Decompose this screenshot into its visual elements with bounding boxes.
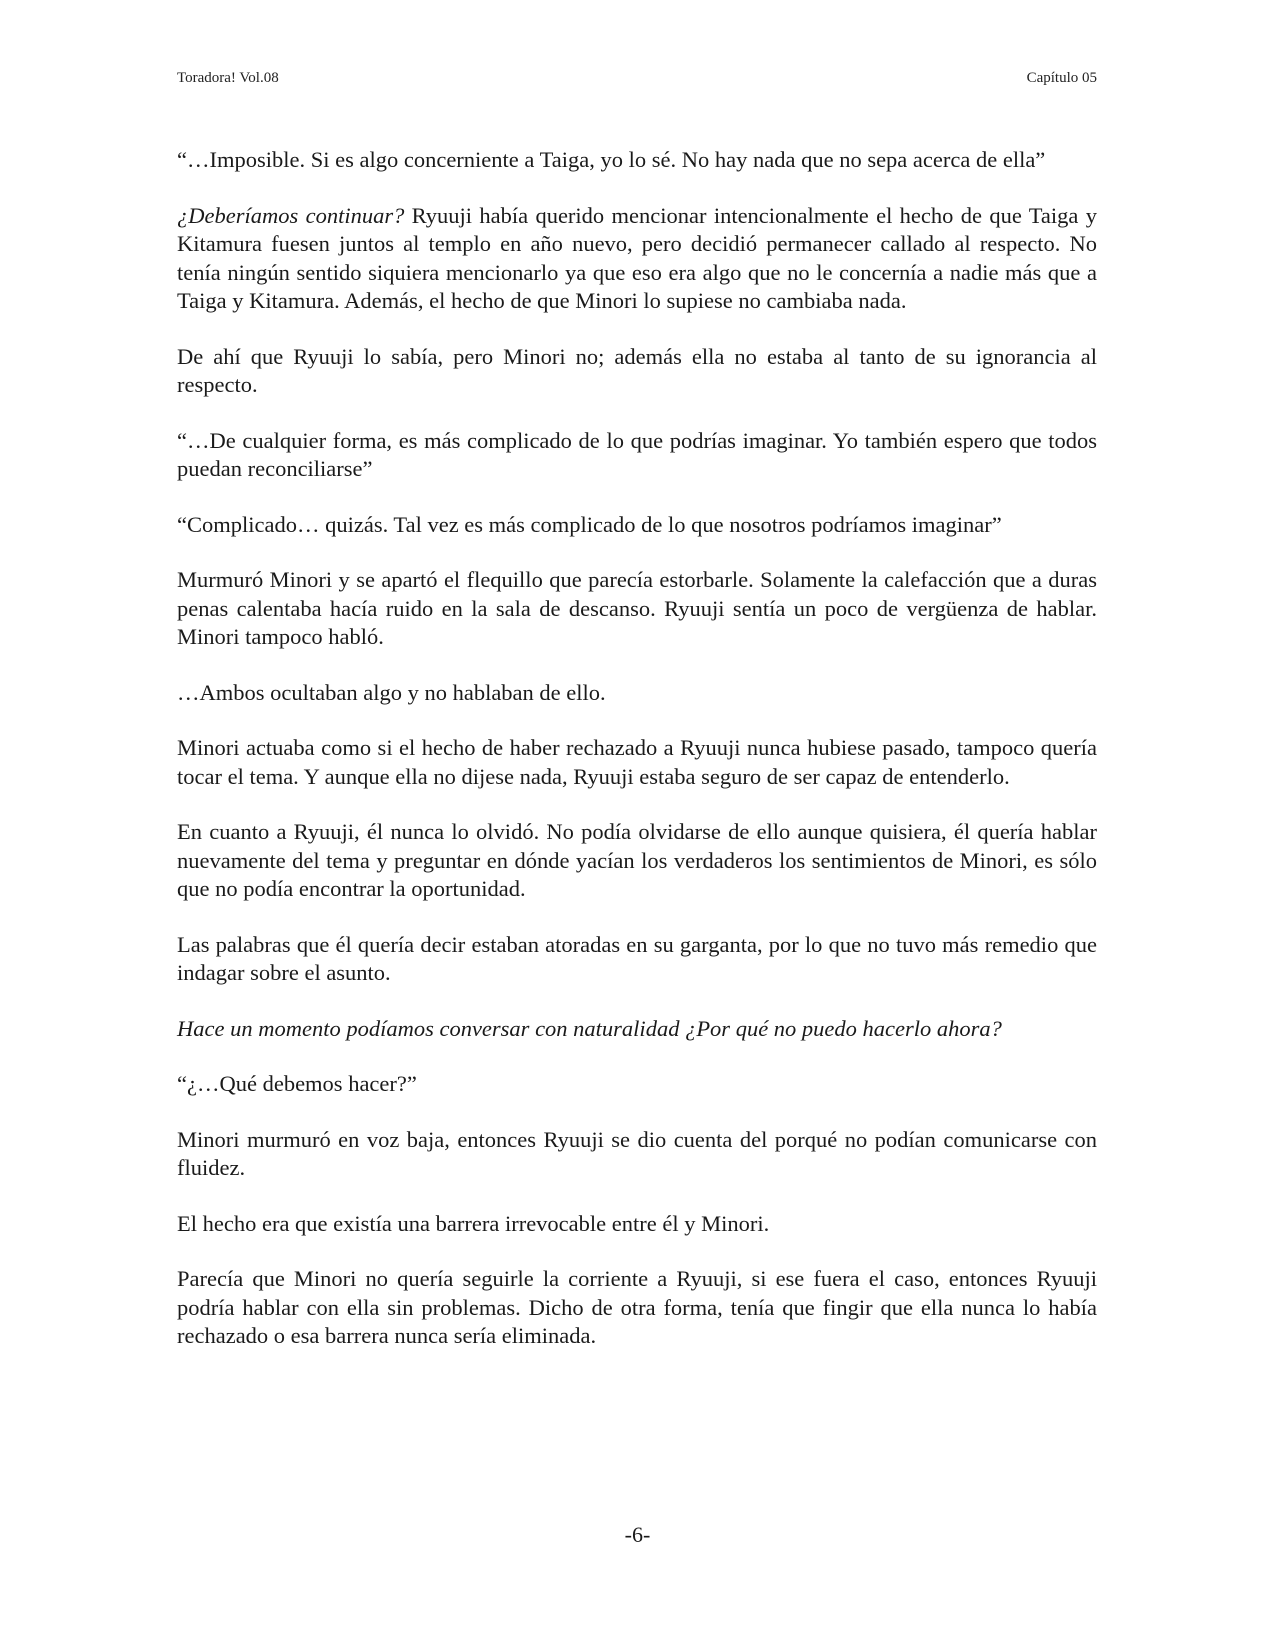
chapter-title: Capítulo 05 — [1026, 70, 1097, 86]
book-title: Toradora! Vol.08 — [177, 70, 279, 86]
paragraph-12: “¿…Qué debemos hacer?” — [177, 1071, 417, 1096]
paragraph-1: “…Imposible. Si es algo concerniente a Taiga, yo lo sé. No hay nada que no sepa acerca de ella” — [177, 147, 1046, 172]
paragraph-4: “…De cualquier forma, es más complicado de lo que podrías imaginar. Yo también espero que todos puedan reconciliarse” — [177, 427, 1097, 481]
paragraph-13: Minori murmuró en voz baja, entonces Ryuuji se dio cuenta del porqué no podían comunicarse con fluidez. — [177, 1126, 1097, 1180]
page-body — [177, 146, 1097, 1378]
paragraph-3: De ahí que Ryuuji lo sabía, pero Minori no; además ella no estaba al tanto de su ignorancia al respecto. — [177, 343, 1097, 397]
paragraph-14: El hecho era que existía una barrera irrevocable entre él y Minori. — [177, 1210, 770, 1236]
paragraph-15: Parecía que Minori no quería seguirle la corriente a Ryuuji, si ese fuera el caso, entonces Ryuuji podría hablar con ella sin problemas. Dicho de otra forma, tenía que fingir que ella nunca lo había rechazado o esa barrera nunca sería eliminada. — [177, 1266, 1097, 1348]
paragraph-2-text: Ryuuji había querido mencionar intencionalmente el hecho de que Taiga y Kitamura fuesen juntos al templo en año nuevo, pero decidió permanecer callado al respecto. No tenía ningún sentido siquiera mencionarlo ya que eso era algo que no le concernía a nadie más que a Taiga y Kitamura. Además, el hecho de que Minori lo supiese no cambiaba nada. — [177, 202, 1097, 313]
page-number: -6- — [624, 1522, 651, 1547]
paragraph-7: …Ambos ocultaban algo y no hablaban de ello. — [177, 679, 606, 705]
paragraph-9: En cuanto a Ryuuji, él nunca lo olvidó. No podía olvidarse de ello aunque quisiera, él quería hablar nuevamente del tema y preguntar en dónde yacían los verdaderos los sentimientos de Minori, es sólo que no podía encontrar la oportunidad. — [177, 819, 1097, 901]
paragraph-6: Murmuró Minori y se apartó el flequillo que parecía estorbarle. Solamente la calefacción que a duras penas calentaba hacía ruido en la sala de descanso. Ryuuji sentía un poco de vergüenza de hablar. Minori tampoco habló. — [177, 567, 1097, 649]
paragraph-5: “Complicado… quizás. Tal vez es más complicado de lo que nosotros podríamos imaginar” — [177, 511, 1002, 537]
paragraph-2 — [177, 202, 1097, 316]
page-header — [177, 70, 1097, 87]
paragraph-2-italic-lead: ¿Deberíamos continuar? — [177, 202, 405, 228]
paragraph-8: Minori actuaba como si el hecho de haber rechazado a Ryuuji nunca hubiese pasado, tampoco quería tocar el tema. Y aunque ella no dijese nada, Ryuuji estaba seguro de ser capaz de entenderlo. — [177, 735, 1097, 789]
paragraph-11: Hace un momento podíamos conversar con naturalidad ¿Por qué no puedo hacerlo ahora? — [177, 1015, 1002, 1041]
paragraph-10: Las palabras que él quería decir estaban atoradas en su garganta, por lo que no tuvo más remedio que indagar sobre el asunto. — [177, 931, 1097, 985]
